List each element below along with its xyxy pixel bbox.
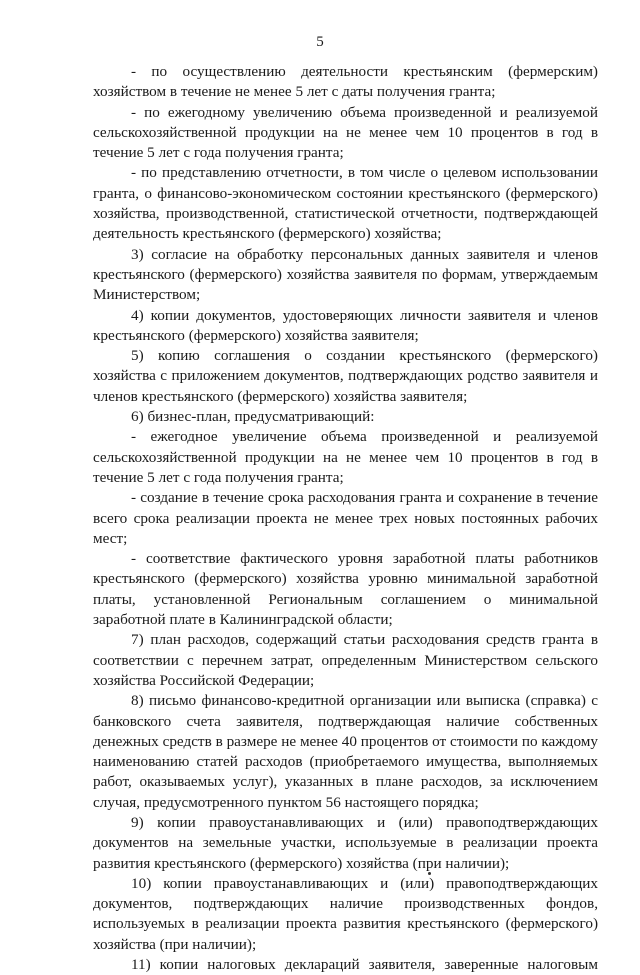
paragraph: 7) план расходов, содержащий статьи расходования средств гранта в соответствии с перечнем затрат, определенным Министерством сельского хозяйства Российской Федерации; [93,631,598,689]
paragraph: - соответствие фактического уровня заработной платы работников крестьянского (фермерского) хозяйства уровню минимальной заработной платы, установленной Региональным соглашением о минимальной заработной плате в Калининградской области; [93,550,598,629]
paragraph: 4) копии документов, удостоверяющих личности заявителя и членов крестьянского (фермерского) хозяйства заявителя; [93,306,598,344]
paragraph: - создание в течение срока расходования гранта и сохранение в течение всего срока реализации проекта не менее трех новых постоянных рабочих мест; [93,489,598,547]
paragraph: 8) письмо финансово-кредитной организации или выписка (справка) с банковского счета заявителя, подтверждающая наличие собственных денежных средств в размере не менее 40 процентов от стоимости по каждому наименованию статей расходов (приобретаемого имущества, выполняемых работ, оказываемых услуг), указанных в плане расходов, за исключением случая, предусмотренного пунктом 56 настоящего порядка; [93,692,598,811]
paragraph: - ежегодное увеличение объема произведенной и реализуемой сельскохозяйственной продукции на не менее чем 10 процентов в год в течение 5 лет с года получения гранта; [93,428,598,486]
paragraph: 10) копии правоустанавливающих и (или) правоподтверждающих документов, подтверждающих наличие производственных фондов, используемых в реализации проекта развития крестьянского (фермерского) хозяйства (при наличии); [93,874,598,953]
paragraph: - по представлению отчетности, в том числе о целевом использовании гранта, о финансово-экономическом состоянии крестьянского (фермерского) хозяйства, производственной, статистической отчетности, подтверждающей деятельность крестьянского (фермерского) хозяйства; [93,164,598,243]
paragraph: - по осуществлению деятельности крестьянским (фермерским) хозяйством в течение не менее 5 лет с даты получения гранта; [93,63,598,101]
document-body [93,62,598,975]
page-number: 5 [316,34,324,50]
scan-dot-mark [428,872,431,875]
paragraph: 6) бизнес-план, предусматривающий: [131,408,375,426]
paragraph: 5) копию соглашения о создании крестьянского (фермерского) хозяйства с приложением документов, подтверждающих родство заявителя и членов крестьянского (фермерского) хозяйства заявителя; [93,347,598,405]
paragraph: 11) копии налоговых деклараций заявителя, заверенные налоговым [131,956,598,974]
paragraph: 9) копии правоустанавливающих и (или) правоподтверждающих документов на земельные участки, используемые в реализации проекта развития крестьянского (фермерского) хозяйства (при наличии); [93,813,598,872]
paragraph: - по ежегодному увеличению объема произведенной и реализуемой сельскохозяйственной продукции на не менее чем 10 процентов в год в течение 5 лет с года получения гранта; [93,103,598,162]
paragraph: 3) согласие на обработку персональных данных заявителя и членов крестьянского (фермерского) хозяйства заявителя по формам, утверждаемым Министерством; [93,245,598,304]
